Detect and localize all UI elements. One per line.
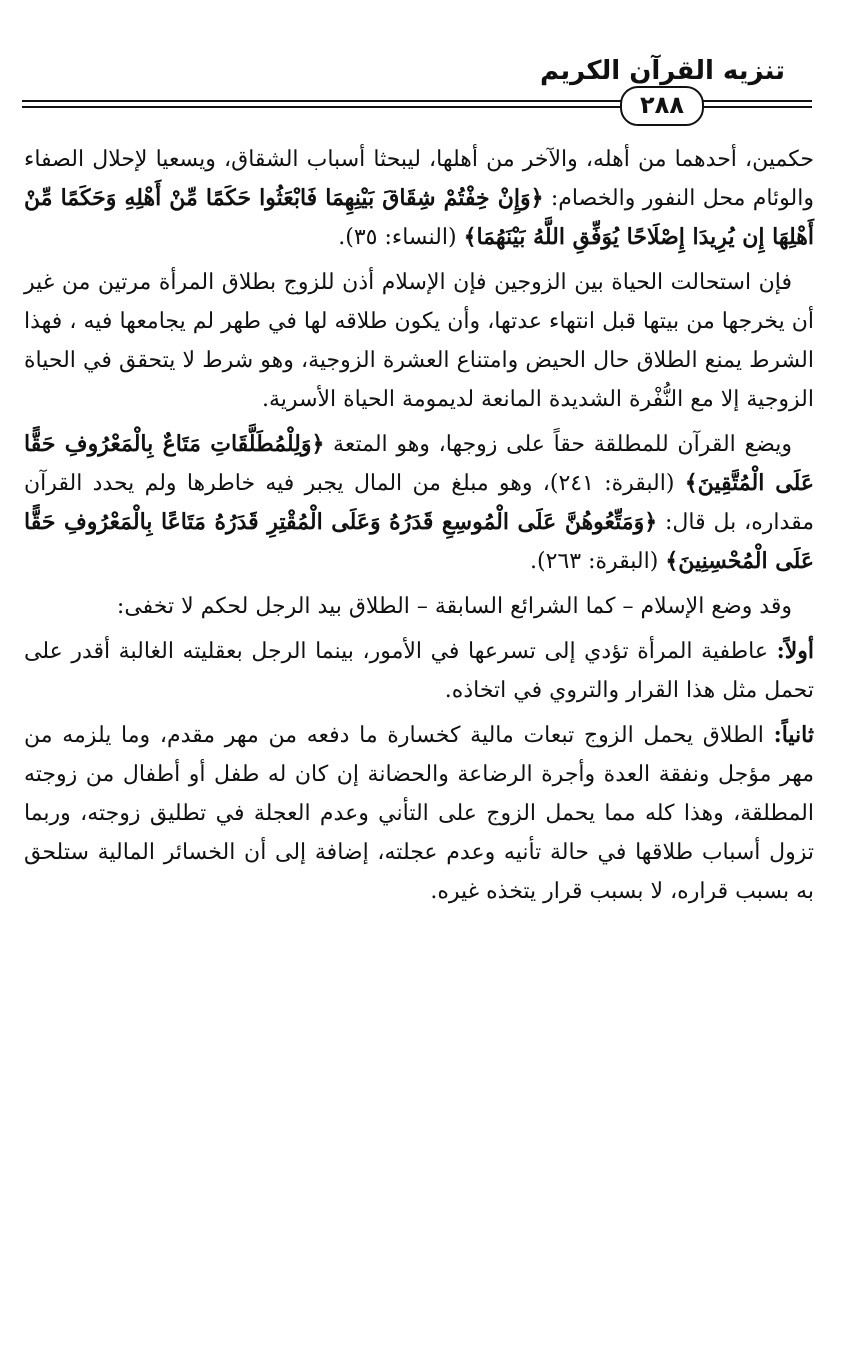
- paragraph-second-reason: [24, 716, 814, 911]
- paragraph-first-reason: [24, 632, 814, 710]
- verse-reference: (البقرة: ٢٦٣).: [530, 549, 666, 574]
- text-segment: حكمين، أحدهما من أهله، والآخر من أهلها، ليبحثا أسباب الشقاق، ويسعيا لإحلال الصفاء والوئام محل النفور والخصام:: [24, 147, 814, 211]
- paragraph-divorce-conditions: [24, 263, 814, 419]
- page-number-badge: ٢٨٨: [620, 86, 704, 126]
- text-segment: الطلاق يحمل الزوج تبعات مالية كخسارة ما دفعه من مهر مقدم، وما يلزمه من مهر مؤجل ونفقة العدة وأجرة الرضاعة والحضانة إن كان له طفل أو أطفال من زوجته المطلقة، وهذا كله مما يحمل الزوج على التأني وعدم العجلة في تطليق زوجته، وربما تزول أسباب طلاقها في حالة تأنيه وعدم عجلته، إضافة إلى أن الخسائر المالية ستلحق به بسبب قراره، لا بسبب قرار يتخذه غيره.: [24, 723, 815, 904]
- quran-verse: ﴿وَمَتِّعُوهُنَّ عَلَى الْمُوسِعِ قَدَرُهُ وَعَلَى الْمُقْتِرِ قَدَرُهُ مَتَاعًا بِالْمَعْرُوفِ حَقًّا عَلَى الْمُحْسِنِينَ﴾: [24, 509, 814, 574]
- text-segment: عاطفية المرأة تؤدي إلى تسرعها في الأمور، بينما الرجل بعقليته الغالبة أقدر على تحمل مثل هذا القرار والتروي في اتخاذه.: [24, 639, 814, 703]
- quran-verse: ﴿وَلِلْمُطَلَّقَاتِ مَتَاعٌ بِالْمَعْرُوفِ حَقًّا عَلَى الْمُتَّقِينَ﴾: [24, 431, 814, 496]
- quran-verse: ﴿وَإِنْ خِفْتُمْ شِقَاقَ بَيْنِهِمَا فَابْعَثُوا حَكَمًا مِّنْ أَهْلِهِ وَحَكَمًا مِّنْ أَهْلِهَا إِن يُرِيدَا إِصْلَاحًا يُوَفِّقِ اللَّهُ بَيْنَهُمَا﴾: [24, 185, 814, 250]
- verse-reference: (النساء: ٣٥).: [338, 225, 464, 250]
- text-segment: وقد وضع الإسلام – كما الشرائع السابقة – الطلاق بيد الرجل لحكم لا تخفى:: [116, 594, 792, 619]
- text-segment: (البقرة: ٢٤١)، وهو مبلغ من المال يجبر فيه خاطرها ولم يحدد القرآن مقداره، بل قال:: [24, 471, 814, 535]
- paragraph-arbiters: [24, 140, 814, 257]
- list-marker-second: ثانياً:: [773, 722, 814, 748]
- body-text: [24, 140, 814, 911]
- list-marker-first: أولاً:: [776, 638, 814, 664]
- paragraph-mutah: [24, 425, 814, 581]
- running-header-title: تنزيه القرآن الكريم: [540, 56, 785, 86]
- text-segment: فإن استحالت الحياة بين الزوجين فإن الإسلام أذن للزوج بطلاق المرأة مرتين من غير أن يخرجها من بيتها قبل انتهاء عدتها، وأن يكون طلاقه لها في طهر لم يجامعها فيه ، فهذا الشرط يمنع الطلاق حال الحيض وامتناع العشرة الزوجية، وهو شرط لا يتحقق في الحياة الزوجية إلا مع النُّفْرة الشديدة المانعة لديمومة الحياة الأسرية.: [24, 270, 814, 412]
- text-segment: ويضع القرآن للمطلقة حقاً على زوجها، وهو المتعة: [324, 432, 793, 457]
- paragraph-reasons-intro: [24, 587, 814, 626]
